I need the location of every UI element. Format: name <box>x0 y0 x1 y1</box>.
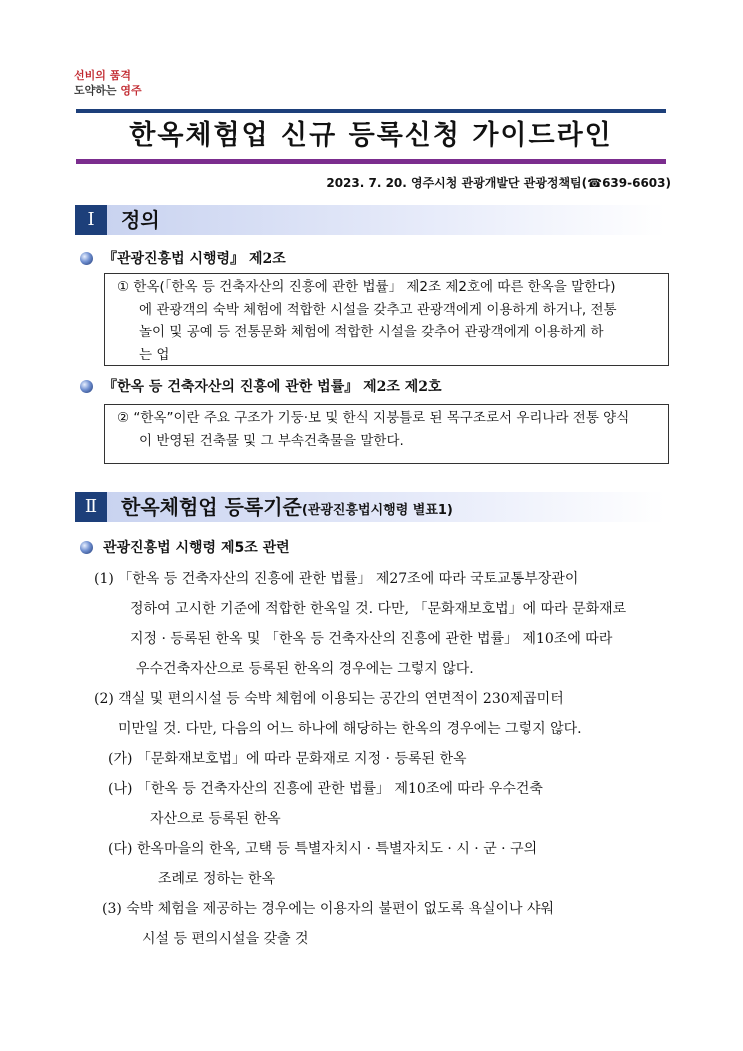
std-line: 정하여 고시한 기준에 적합한 한옥일 것. 다만, 「문화재보호법」에 따라 문화재로 <box>130 601 627 617</box>
std-line: (다) 한옥마을의 한옥, 고택 등 특별자치시 · 특별자치도 · 시 · 군 · 구의 <box>108 841 538 857</box>
box1-line: 는 업 <box>139 346 170 363</box>
box2-line: ② “한옥”이란 주요 구조가 기둥·보 및 한식 지붕틀로 된 목구조로서 우리나라 전통 양식 <box>117 410 630 426</box>
bullet-ball-icon <box>80 541 93 554</box>
std-line: (1) 「한옥 등 건축자산의 진흥에 관한 법률」 제27조에 따라 국토교통부장관이 <box>94 571 579 587</box>
std-line: (2) 객실 및 편의시설 등 숙박 체험에 이용되는 공간의 연면적이 230제곱미터 <box>94 691 564 707</box>
std-line: 조례로 정하는 한옥 <box>158 871 276 887</box>
definition-heading-1: 『관광진흥법 시행령』 제2조 <box>80 248 286 268</box>
std-line: 우수건축자산으로 등록된 한옥의 경우에는 그렇지 않다. <box>136 661 474 677</box>
section-1-title: 정의 <box>107 205 665 235</box>
title-bottom-rule <box>76 159 666 164</box>
section-1-header <box>75 205 665 235</box>
section-2-number: Ⅱ <box>75 492 107 522</box>
section-2-subtitle: (관광진흥법시행령 별표1) <box>301 503 453 518</box>
std-line: (가) 「문화재보호법」에 따라 문화재로 지정 · 등록된 한옥 <box>108 751 467 767</box>
title-bar <box>76 109 666 164</box>
std-line: 시설 등 편의시설을 갖출 것 <box>142 931 309 947</box>
section-1-number: Ⅰ <box>75 205 107 235</box>
city-logo <box>74 68 142 98</box>
box2-line: 이 반영된 건축물 및 그 부속건축물을 말한다. <box>139 432 404 449</box>
date-line: 2023. 7. 20. 영주시청 관광개발단 관광정책팀(☎639-6603) <box>326 176 671 190</box>
logo-line1: 선비의 품격 <box>74 69 131 82</box>
section-2-header <box>75 492 665 522</box>
std-line: (나) 「한옥 등 건축자산의 진흥에 관한 법률」 제10조에 따라 우수건축 <box>108 781 543 797</box>
box1-line: 놀이 및 공예 등 전통문화 체험에 적합한 시설을 갖추어 관광객에게 이용하게 하 <box>139 324 604 340</box>
standards-heading: 관광진흥법 시행령 제5조 관련 <box>80 537 290 557</box>
bullet-ball-icon <box>80 380 93 393</box>
std-line: 자산으로 등록된 한옥 <box>150 811 281 827</box>
definition-box-1 <box>104 273 669 366</box>
definition-box-2 <box>104 404 669 464</box>
section-2-title: 한옥체험업 등록기준(관광진흥법시행령 별표1) <box>107 492 665 522</box>
std-line: 지정 · 등록된 한옥 및 「한옥 등 건축자산의 진흥에 관한 법률」 제10조에 따라 <box>130 631 613 647</box>
box1-line: ① 한옥(「한옥 등 건축자산의 진흥에 관한 법률」 제2조 제2호에 따른 한옥을 말한다) <box>117 279 616 295</box>
bullet-ball-icon <box>80 252 93 265</box>
std-line: (3) 숙박 체험을 제공하는 경우에는 이용자의 불편이 없도록 욕실이나 샤워 <box>102 901 555 917</box>
logo-line2: 도약하는 영주 <box>74 84 142 97</box>
page-title: 한옥체험업 신규 등록신청 가이드라인 <box>129 120 613 151</box>
std-line: 미만일 것. 다만, 다음의 어느 하나에 해당하는 한옥의 경우에는 그렇지 않다. <box>118 721 582 737</box>
definition-heading-2: 『한옥 등 건축자산의 진흥에 관한 법률』 제2조 제2호 <box>80 376 442 396</box>
box1-line: 에 관광객의 숙박 체험에 적합한 시설을 갖추고 관광객에게 이용하게 하거나, 전통 <box>139 301 617 318</box>
standards-body <box>94 564 694 954</box>
